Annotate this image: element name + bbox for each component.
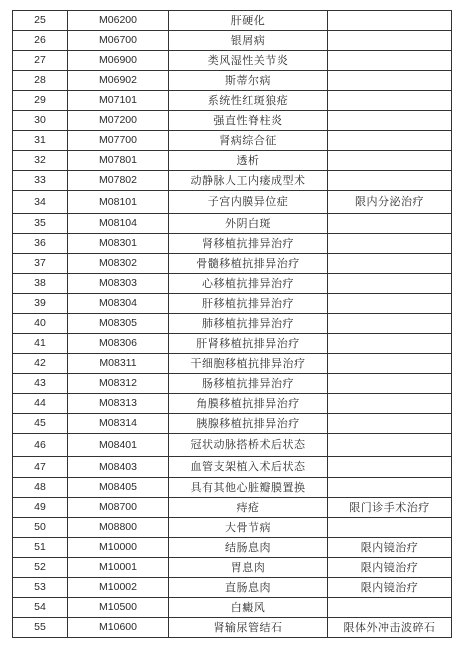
treatment-note	[328, 214, 452, 234]
disease-name: 肾移植抗排异治疗	[169, 234, 328, 254]
disease-table-container	[12, 10, 447, 638]
disease-table-body	[13, 11, 452, 638]
table-row	[13, 51, 452, 71]
treatment-note: 限内镜治疗	[328, 578, 452, 598]
disease-code: M10000	[68, 538, 169, 558]
table-row	[13, 254, 452, 274]
row-number: 55	[13, 618, 68, 638]
disease-name: 肺移植抗排异治疗	[169, 314, 328, 334]
disease-code: M08303	[68, 274, 169, 294]
disease-name: 透析	[169, 151, 328, 171]
disease-name: 系统性红斑狼疮	[169, 91, 328, 111]
disease-code: M07700	[68, 131, 169, 151]
table-row	[13, 91, 452, 111]
disease-code: M08401	[68, 434, 169, 457]
disease-code: M08311	[68, 354, 169, 374]
row-number: 38	[13, 274, 68, 294]
disease-code: M07801	[68, 151, 169, 171]
treatment-note	[328, 71, 452, 91]
disease-name: 肝硬化	[169, 11, 328, 31]
disease-code: M07802	[68, 171, 169, 191]
disease-code: M08301	[68, 234, 169, 254]
treatment-note	[328, 11, 452, 31]
table-row	[13, 274, 452, 294]
disease-name: 痔疮	[169, 498, 328, 518]
table-row	[13, 294, 452, 314]
table-row	[13, 334, 452, 354]
treatment-note: 限内分泌治疗	[328, 191, 452, 214]
row-number: 25	[13, 11, 68, 31]
row-number: 45	[13, 414, 68, 434]
table-row	[13, 598, 452, 618]
disease-code: M07101	[68, 91, 169, 111]
treatment-note	[328, 598, 452, 618]
row-number: 35	[13, 214, 68, 234]
disease-code: M08700	[68, 498, 169, 518]
treatment-note: 限内镜治疗	[328, 538, 452, 558]
treatment-note	[328, 91, 452, 111]
treatment-note	[328, 274, 452, 294]
row-number: 41	[13, 334, 68, 354]
treatment-note	[328, 111, 452, 131]
row-number: 43	[13, 374, 68, 394]
table-row	[13, 394, 452, 414]
treatment-note	[328, 171, 452, 191]
disease-name: 银屑病	[169, 31, 328, 51]
table-row	[13, 434, 452, 457]
disease-name: 子宫内膜异位症	[169, 191, 328, 214]
disease-table	[12, 10, 452, 638]
row-number: 36	[13, 234, 68, 254]
disease-name: 骨髓移植抗排异治疗	[169, 254, 328, 274]
disease-code: M08305	[68, 314, 169, 334]
treatment-note	[328, 518, 452, 538]
treatment-note	[328, 457, 452, 478]
disease-code: M07200	[68, 111, 169, 131]
disease-name: 肾输尿管结石	[169, 618, 328, 638]
row-number: 29	[13, 91, 68, 111]
row-number: 30	[13, 111, 68, 131]
disease-code: M10001	[68, 558, 169, 578]
disease-name: 角膜移植抗排异治疗	[169, 394, 328, 414]
treatment-note	[328, 414, 452, 434]
treatment-note	[328, 131, 452, 151]
treatment-note	[328, 374, 452, 394]
row-number: 31	[13, 131, 68, 151]
disease-code: M08104	[68, 214, 169, 234]
row-number: 49	[13, 498, 68, 518]
disease-name: 强直性脊柱炎	[169, 111, 328, 131]
table-row	[13, 498, 452, 518]
table-row	[13, 478, 452, 498]
table-row	[13, 618, 452, 638]
row-number: 34	[13, 191, 68, 214]
treatment-note	[328, 434, 452, 457]
table-row	[13, 191, 452, 214]
table-row	[13, 414, 452, 434]
disease-name: 结肠息肉	[169, 538, 328, 558]
row-number: 32	[13, 151, 68, 171]
disease-code: M10600	[68, 618, 169, 638]
treatment-note: 限内镜治疗	[328, 558, 452, 578]
table-row	[13, 151, 452, 171]
row-number: 52	[13, 558, 68, 578]
table-row	[13, 131, 452, 151]
disease-name: 肾病综合征	[169, 131, 328, 151]
table-row	[13, 457, 452, 478]
disease-code: M08101	[68, 191, 169, 214]
row-number: 33	[13, 171, 68, 191]
row-number: 27	[13, 51, 68, 71]
table-row	[13, 31, 452, 51]
row-number: 50	[13, 518, 68, 538]
table-row	[13, 538, 452, 558]
table-row	[13, 314, 452, 334]
treatment-note	[328, 314, 452, 334]
treatment-note: 限门诊手术治疗	[328, 498, 452, 518]
disease-code: M10500	[68, 598, 169, 618]
row-number: 40	[13, 314, 68, 334]
treatment-note: 限体外冲击波碎石	[328, 618, 452, 638]
disease-name: 直肠息肉	[169, 578, 328, 598]
treatment-note	[328, 334, 452, 354]
disease-name: 肠移植抗排异治疗	[169, 374, 328, 394]
disease-name: 外阴白斑	[169, 214, 328, 234]
row-number: 51	[13, 538, 68, 558]
disease-name: 类风湿性关节炎	[169, 51, 328, 71]
table-row	[13, 11, 452, 31]
disease-code: M08304	[68, 294, 169, 314]
treatment-note	[328, 478, 452, 498]
treatment-note	[328, 294, 452, 314]
disease-code: M08403	[68, 457, 169, 478]
disease-code: M06902	[68, 71, 169, 91]
row-number: 39	[13, 294, 68, 314]
row-number: 47	[13, 457, 68, 478]
table-row	[13, 214, 452, 234]
table-row	[13, 578, 452, 598]
disease-name: 血管支架植入术后状态	[169, 457, 328, 478]
disease-name: 大骨节病	[169, 518, 328, 538]
disease-name: 肝肾移植抗排异治疗	[169, 334, 328, 354]
treatment-note	[328, 254, 452, 274]
row-number: 26	[13, 31, 68, 51]
disease-name: 心移植抗排异治疗	[169, 274, 328, 294]
disease-code: M08314	[68, 414, 169, 434]
row-number: 48	[13, 478, 68, 498]
disease-code: M08313	[68, 394, 169, 414]
row-number: 28	[13, 71, 68, 91]
disease-code: M08312	[68, 374, 169, 394]
treatment-note	[328, 234, 452, 254]
disease-code: M06700	[68, 31, 169, 51]
disease-name: 胰腺移植抗排异治疗	[169, 414, 328, 434]
treatment-note	[328, 31, 452, 51]
row-number: 53	[13, 578, 68, 598]
disease-code: M06900	[68, 51, 169, 71]
table-row	[13, 558, 452, 578]
treatment-note	[328, 51, 452, 71]
row-number: 42	[13, 354, 68, 374]
disease-code: M08306	[68, 334, 169, 354]
table-row	[13, 374, 452, 394]
disease-code: M08800	[68, 518, 169, 538]
disease-name: 胃息肉	[169, 558, 328, 578]
table-row	[13, 171, 452, 191]
row-number: 44	[13, 394, 68, 414]
table-row	[13, 111, 452, 131]
row-number: 46	[13, 434, 68, 457]
treatment-note	[328, 151, 452, 171]
disease-code: M06200	[68, 11, 169, 31]
disease-code: M08405	[68, 478, 169, 498]
table-row	[13, 71, 452, 91]
treatment-note	[328, 354, 452, 374]
disease-name: 斯蒂尔病	[169, 71, 328, 91]
table-row	[13, 518, 452, 538]
disease-name: 动静脉人工内瘘成型术	[169, 171, 328, 191]
disease-name: 肝移植抗排异治疗	[169, 294, 328, 314]
disease-name: 冠状动脉搭桥术后状态	[169, 434, 328, 457]
table-row	[13, 354, 452, 374]
disease-name: 具有其他心脏瓣膜置换	[169, 478, 328, 498]
row-number: 54	[13, 598, 68, 618]
disease-code: M08302	[68, 254, 169, 274]
disease-name: 白癜风	[169, 598, 328, 618]
table-row	[13, 234, 452, 254]
treatment-note	[328, 394, 452, 414]
disease-name: 干细胞移植抗排异治疗	[169, 354, 328, 374]
disease-code: M10002	[68, 578, 169, 598]
row-number: 37	[13, 254, 68, 274]
